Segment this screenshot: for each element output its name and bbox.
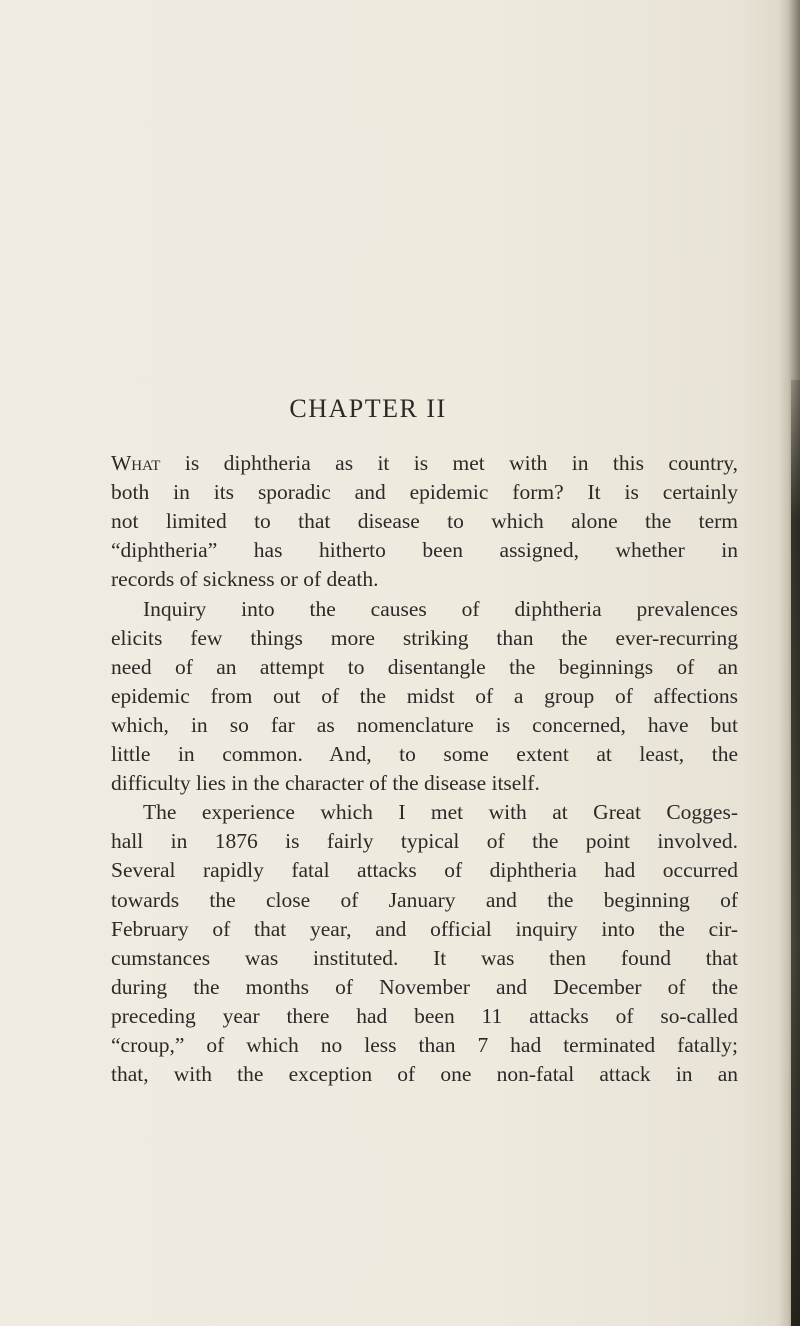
text-line: little in common. And, to some extent at least, the	[111, 742, 738, 766]
text-line: cumstances was instituted. It was then found that	[111, 945, 738, 970]
text-line: records of sickness or of death.	[111, 567, 379, 592]
text-line: The experience which I met with at Great Cogges-	[143, 800, 738, 825]
text-line: February of that year, and official inquiry into the cir-	[111, 916, 738, 941]
text-line: both in its sporadic and epidemic form? It is certainly	[111, 480, 738, 505]
page-edge-binding	[791, 380, 800, 1326]
text-line: difficulty lies in the character of the disease itself.	[111, 771, 540, 796]
text-line: during the months of November and December of the	[111, 974, 738, 999]
opening-word: What	[111, 451, 161, 475]
text-line: Inquiry into the causes of diphtheria prevalences	[143, 596, 738, 621]
text-line: that, with the exception of one non-fatal attack in an	[111, 1062, 738, 1087]
text-line: preceding year there had been 11 attacks of so-called	[111, 1003, 738, 1028]
text-line: need of an attempt to disentangle the beginnings of an	[111, 654, 738, 679]
text-line: What is diphtheria as it is met with in this country,	[111, 451, 738, 475]
text-line: towards the close of January and the beginning of	[111, 887, 738, 912]
text-line: which, in so far as nomenclature is concerned, have but	[111, 712, 738, 737]
text-line: hall in 1876 is fairly typical of the point involved.	[111, 829, 738, 854]
text-line: not limited to that disease to which alone the term	[111, 509, 738, 534]
text-line: elicits few things more striking than the ever-recurring	[111, 625, 738, 650]
text-line: “diphtheria” has hitherto been assigned, whether in	[111, 538, 738, 563]
text-line: “croup,” of which no less than 7 had terminated fatally;	[111, 1033, 738, 1057]
text-line: epidemic from out of the midst of a group of affections	[111, 683, 738, 708]
text-line: Several rapidly fatal attacks of diphtheria had occurred	[111, 858, 738, 883]
chapter-title: CHAPTER II	[289, 394, 447, 423]
